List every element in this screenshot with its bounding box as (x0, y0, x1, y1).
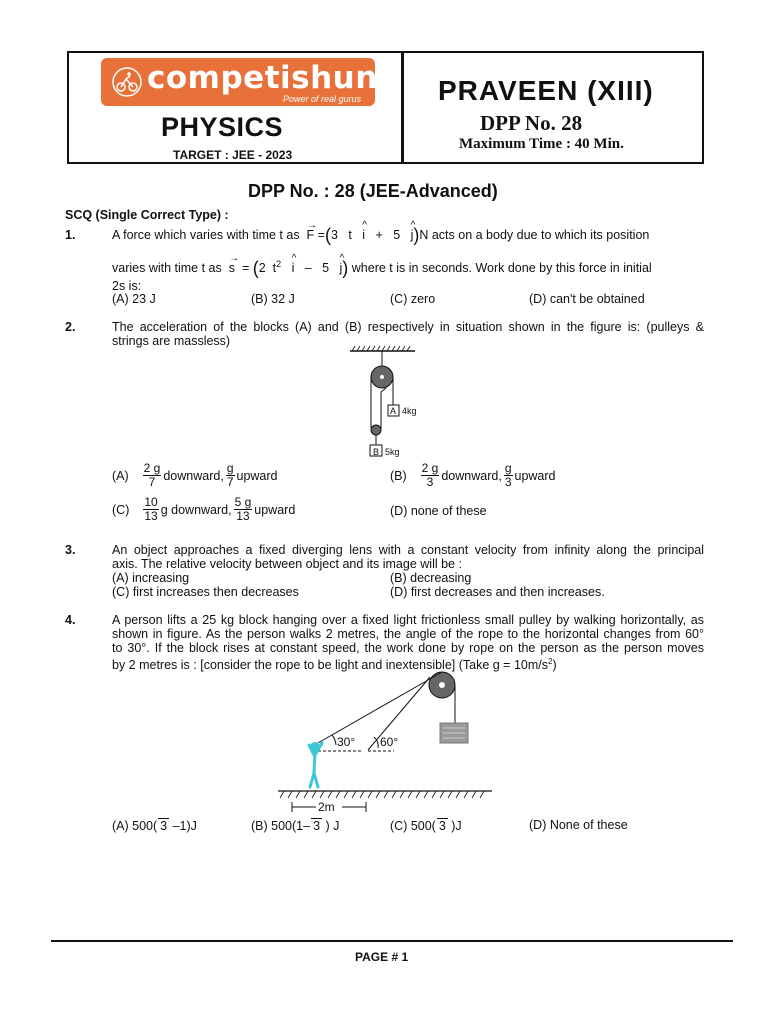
option-a[interactable]: (A) increasing (112, 571, 190, 585)
question-number: 4. (65, 613, 76, 627)
question-text: 2s is: (112, 279, 142, 293)
target-label: TARGET : JEE - 2023 (173, 148, 293, 162)
question-text: to 30°. If the block rises at constant speed, the work done by rope on the person as the person moves (112, 641, 704, 655)
batch-title: PRAVEEN (XIII) (438, 75, 654, 106)
angle-60-label: 60° (380, 735, 399, 749)
block-b-label: B (373, 447, 380, 457)
option-c[interactable]: (C) zero (390, 292, 436, 306)
option-c[interactable]: (C) 500( 3 )J (390, 819, 462, 833)
block-b-mass: 5kg (385, 447, 400, 457)
dpp-number: DPP No. 28 (480, 111, 583, 135)
pulley-figure (340, 345, 440, 460)
header-divider (401, 51, 404, 164)
person-icon (309, 743, 322, 787)
question-text: by 2 metres is : [consider the rope to be light and inextensible] (Take $g = 10m/s^2$) (112, 657, 557, 673)
option-c[interactable]: (C) $\frac{10}{13}$ g downward, $\frac{5 g}{13}$ upward (112, 495, 296, 523)
option-b[interactable]: (B) $\frac{2 g}{3}$ downward, $\frac{g}{3}$ upward (390, 461, 556, 489)
question-number: 1. (65, 228, 76, 242)
subject-title: PHYSICS (161, 112, 284, 142)
question-number: 2. (65, 320, 76, 334)
option-b[interactable]: (B) decreasing (390, 571, 472, 585)
section-heading: SCQ (Single Correct Type) : (65, 208, 229, 222)
option-d[interactable]: (D) can't be obtained (529, 292, 645, 306)
logo-text: competishun (147, 60, 378, 96)
question-text: An object approaches a fixed diverging lens with a constant velocity from infinity along the principal (112, 543, 704, 557)
option-d[interactable]: (D) none of these (390, 504, 487, 518)
max-time: Maximum Time : 40 Min. (459, 136, 624, 152)
brand-logo (101, 58, 378, 106)
option-a[interactable]: (A) $\frac{2 g}{7}$ downward, $\frac{g}{7}$ upward (112, 461, 278, 489)
block-a-label: A (390, 406, 397, 416)
question-text: The acceleration of the blocks (A) and (B) respectively in situation shown in the figure is: (pulleys & (112, 320, 704, 334)
footer-divider (51, 940, 733, 942)
option-c[interactable]: (C) first increases then decreases (112, 585, 299, 599)
option-d[interactable]: (D) None of these (529, 818, 628, 832)
option-d[interactable]: (D) first decreases and then increases. (390, 585, 605, 599)
option-b[interactable]: (B) 32 J (251, 292, 295, 306)
option-b[interactable]: (B) 500(1– 3 ) J (251, 819, 340, 833)
question-text: varies with time t as s → = (2 $t^2$ i ^ – 5 j ^ ) where t is in seconds. Work done by this force in initial (112, 253, 652, 279)
question-number: 3. (65, 543, 76, 557)
distance-label: 2m (318, 800, 335, 814)
cyclist-icon (111, 66, 143, 98)
logo-tagline: Power of real gurus (282, 94, 361, 104)
question-text: shown in figure. As the person walks 2 metres, the angle of the rope to the horizontal changes from 60° (112, 627, 704, 641)
question-text: A force which varies with time t as F → =(3 t i ^ + 5 j ^ )N acts on a body due to which its position (112, 220, 650, 245)
question-text: axis. The relative velocity between object and its image will be : (112, 557, 462, 571)
page-title: DPP No. : 28 (JEE-Advanced) (248, 181, 498, 201)
block-a-mass: 4kg (402, 406, 417, 416)
question-text: strings are massless) (112, 334, 231, 348)
angle-30-label: 30° (337, 735, 356, 749)
page-number: PAGE # 1 (355, 950, 409, 964)
question-text: A person lifts a 25 kg block hanging over a fixed light frictionless small pulley by walking horizontally, as (112, 613, 704, 627)
option-a[interactable]: (A) 500( 3 –1)J (112, 819, 197, 833)
option-a[interactable]: (A) 23 J (112, 292, 156, 306)
